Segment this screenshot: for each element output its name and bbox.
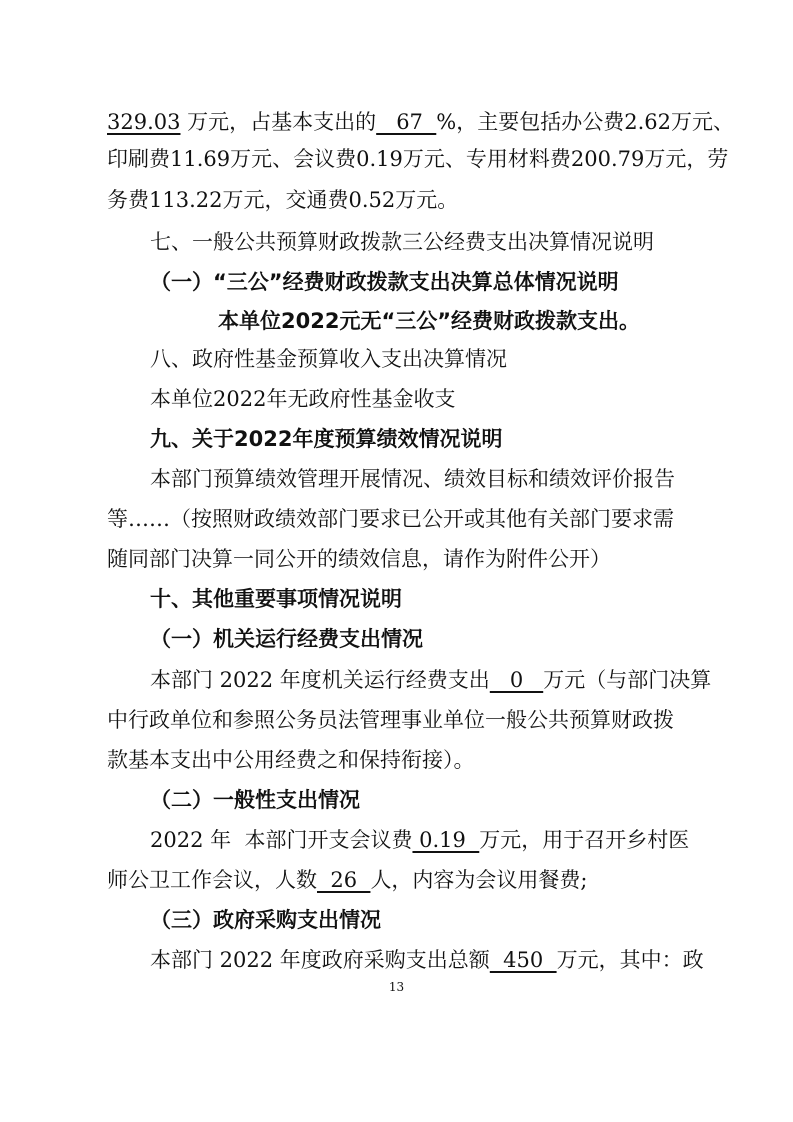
paragraph-line-12: 随同部门决算一同公开的绩效信息，请作为附件公开） <box>107 547 611 571</box>
paragraph-line-1 <box>107 108 793 136</box>
text-segment: 人，内容为会议用餐费; <box>370 868 588 892</box>
paragraph-line-20 <box>107 866 793 894</box>
text-segment: 2022 年 本部门开支会议费 <box>150 828 413 852</box>
statement-no-fund: 本单位2022年无政府性基金收支 <box>150 387 456 411</box>
underlined-count: 26 <box>317 868 371 892</box>
statement-no-three-public: 本单位2022元无“三公”经费财政拨款支出。 <box>218 309 641 333</box>
paragraph-line-16: 中行政单位和参照公务员法管理事业单位一般公共预算财政拨 <box>107 708 674 732</box>
paragraph-line-22 <box>150 946 793 974</box>
paragraph-line-11: 等……（按照财政绩效部门要求已公开或其他有关部门要求需 <box>107 507 674 531</box>
paragraph-line-15 <box>150 666 793 694</box>
text-segment: 万元（与部门决算 <box>543 668 712 692</box>
page-number: 13 <box>388 980 405 994</box>
text-segment: 本部门 2022 年度政府采购支出总额 <box>150 948 490 972</box>
underlined-amount: 0 <box>489 668 544 692</box>
text-segment: 师公卫工作会议，人数 <box>107 868 317 892</box>
section-heading-10: 十、其他重要事项情况说明 <box>150 587 402 611</box>
underlined-amount: 0.19 <box>412 828 480 852</box>
section-heading-7: 七、一般公共预算财政拨款三公经费支出决算情况说明 <box>150 230 654 254</box>
text-segment: %，主要包括办公费2.62万元、 <box>436 110 734 134</box>
paragraph-line-19 <box>150 826 793 854</box>
section-heading-8: 八、政府性基金预算收入支出决算情况 <box>150 347 507 371</box>
subheading-three-public-overview: （一）“三公”经费财政拨款支出决算总体情况说明 <box>150 270 619 294</box>
underlined-percent: 67 <box>376 110 437 134</box>
text-segment: 本部门 2022 年度机关运行经费支出 <box>150 668 490 692</box>
paragraph-line-17: 款基本支出中公用经费之和保持衔接）。 <box>107 748 475 772</box>
text-segment: 万元，占基本支出的 <box>180 110 377 134</box>
section-heading-9: 九、关于2022年度预算绩效情况说明 <box>150 427 503 451</box>
subheading-operating-expenses: （一）机关运行经费支出情况 <box>150 627 423 651</box>
subheading-procurement: （三）政府采购支出情况 <box>150 908 381 932</box>
subheading-general-expenses: （二）一般性支出情况 <box>150 788 360 812</box>
underlined-amount: 450 <box>489 948 557 972</box>
text-segment: 万元，用于召开乡村医 <box>479 828 690 852</box>
paragraph-line-3: 务费113.22万元，交通费0.52万元。 <box>107 188 459 212</box>
text-segment: 万元，其中：政 <box>556 948 704 972</box>
underlined-amount: 329.03 <box>107 110 181 134</box>
paragraph-line-10: 本部门预算绩效管理开展情况、绩效目标和绩效评价报告 <box>150 467 675 491</box>
paragraph-line-2: 印刷费11.69万元、会议费0.19万元、专用材料费200.79万元，劳 <box>107 147 729 171</box>
